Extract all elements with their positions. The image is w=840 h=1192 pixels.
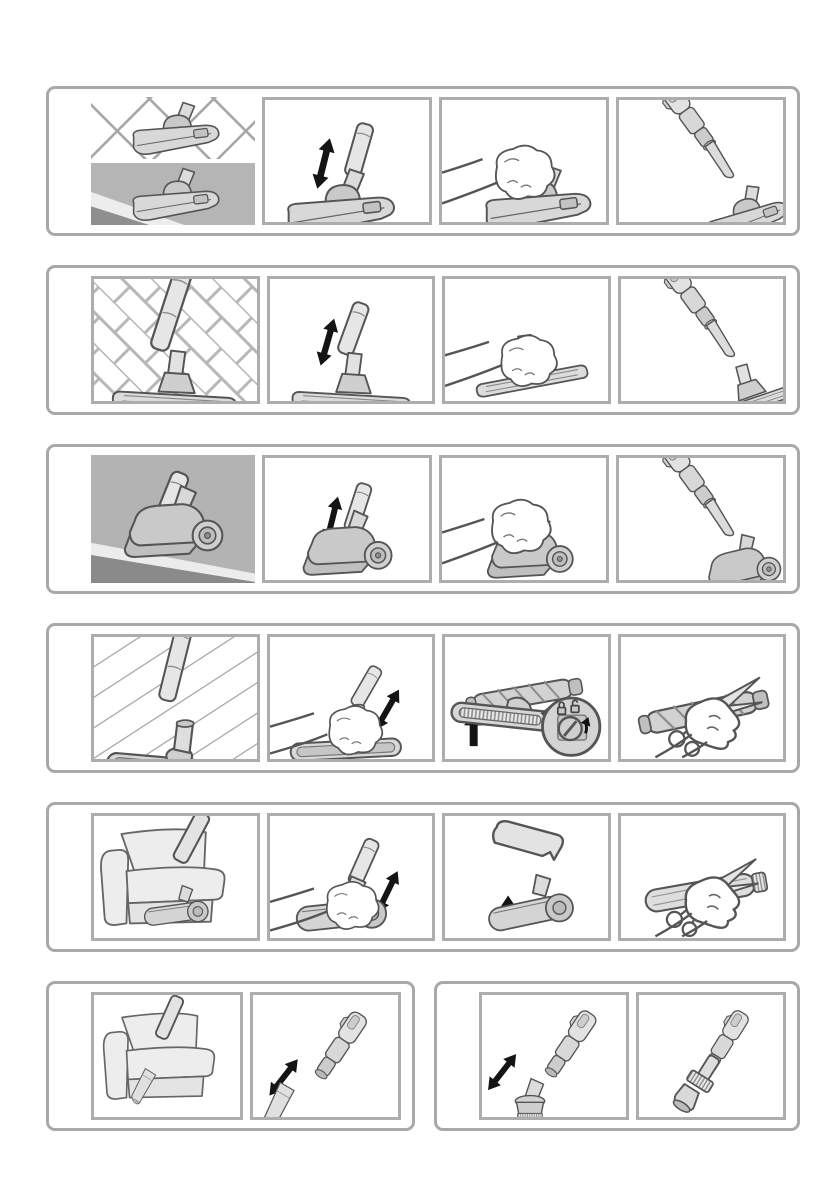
row-hard-floor-turbo-nozzle	[46, 623, 800, 773]
vacuum-illustration	[621, 279, 784, 401]
panel-turbo-wipe	[439, 455, 609, 583]
combi-on-carpet-illustration	[91, 163, 255, 225]
panel-turbo-vacuum	[616, 455, 786, 583]
wipe-detach-illustration	[270, 637, 433, 759]
cover-removal-illustration	[445, 816, 608, 938]
attach-detach-illustration	[265, 458, 429, 580]
wipe-illustration	[445, 279, 608, 401]
panel-dusting-brush-attach-detach	[479, 992, 629, 1120]
roller-removal-illustration	[445, 637, 608, 759]
row-crevice-nozzle	[46, 981, 415, 1131]
panel-twister-usage	[91, 634, 260, 762]
panel-upholstery-nozzle	[636, 992, 786, 1120]
wipe-detach-illustration	[270, 816, 433, 938]
panel-cut-threads	[618, 634, 787, 762]
attach-detach-illustration	[270, 279, 433, 401]
plank-floor-illustration	[94, 637, 257, 759]
panel-parquet-vacuum	[618, 276, 787, 404]
panel-combi-vacuum	[616, 97, 786, 225]
attach-detach-illustration	[265, 100, 429, 222]
panel-miniturbo-cut-threads	[618, 813, 787, 941]
panel-roller-removal	[442, 634, 611, 762]
panel-combi-attach-detach	[262, 97, 432, 225]
panel-crevice-attach-detach	[250, 992, 402, 1120]
panel-miniturbo-cover-removal	[442, 813, 611, 941]
panel-parquet-wipe	[442, 276, 611, 404]
row-mini-turbo-nozzle	[46, 802, 800, 952]
sofa-crevice-illustration	[94, 995, 240, 1117]
panel-miniturbo-wipe-detach	[267, 813, 436, 941]
row-small-nozzles	[434, 981, 800, 1131]
vacuum-illustration	[619, 100, 783, 222]
combi-on-tiles-illustration	[91, 97, 255, 159]
attach-detach-illustration	[253, 995, 399, 1117]
turbo-on-carpet-illustration	[91, 455, 255, 583]
panel-parquet-attach-detach	[267, 276, 436, 404]
scissors-illustration	[621, 816, 784, 938]
panel-twister-wipe-detach	[267, 634, 436, 762]
sofa-illustration	[94, 816, 257, 938]
lock-screw-inset	[541, 698, 600, 755]
dusting-brush-illustration	[482, 995, 626, 1117]
row-combination-floor-nozzle	[46, 86, 800, 236]
scissors-illustration	[621, 637, 784, 759]
upholstery-nozzle-illustration	[639, 995, 783, 1117]
panel-combi-wipe	[439, 97, 609, 225]
panel-turbo-attach-detach	[262, 455, 432, 583]
parquet-floor-illustration	[94, 279, 257, 401]
wipe-illustration	[442, 458, 606, 580]
panel-miniturbo-usage	[91, 813, 260, 941]
row-turbo-nozzle	[46, 444, 800, 594]
panel-turbo-usage	[91, 455, 255, 583]
panel-crevice-usage	[91, 992, 243, 1120]
wipe-illustration	[442, 100, 606, 222]
panel-parquet-usage	[91, 276, 260, 404]
panel-combi-usage	[91, 97, 255, 225]
vacuum-illustration	[619, 458, 783, 580]
row-parquet-nozzle	[46, 265, 800, 415]
